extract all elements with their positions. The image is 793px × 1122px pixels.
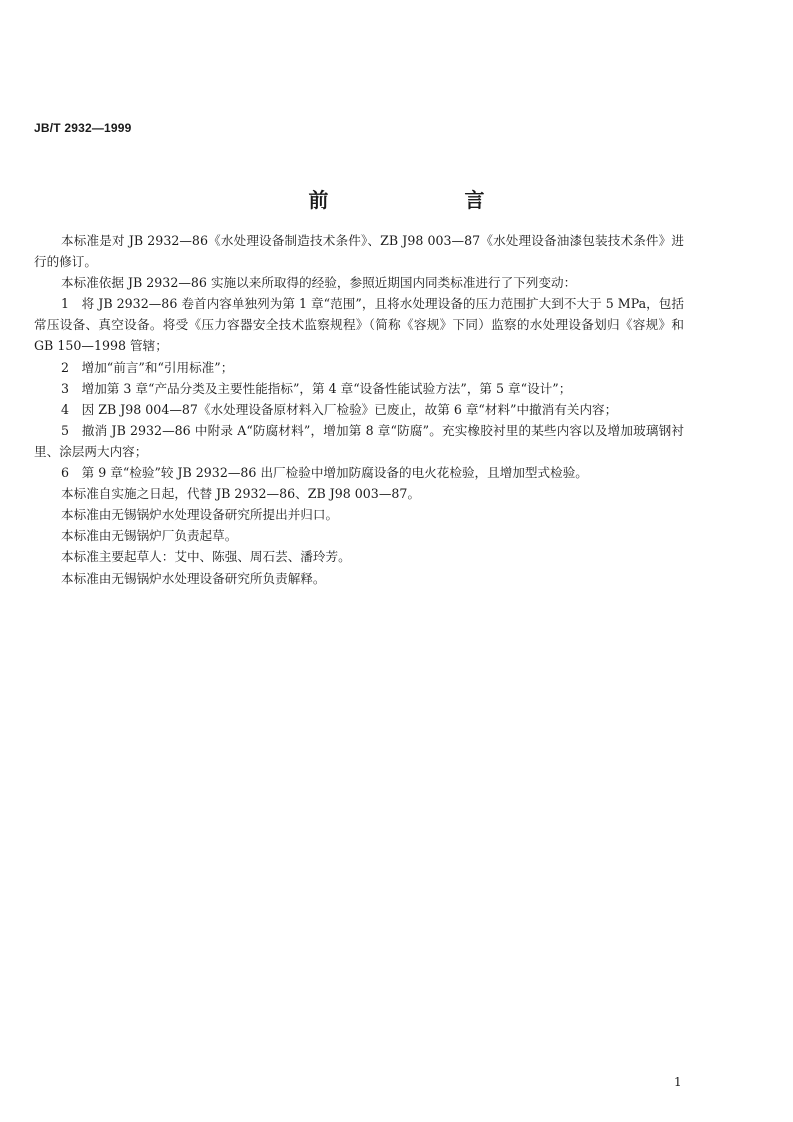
page-title: 前 言 bbox=[308, 188, 543, 212]
standard-code: JB/T 2932—1999 bbox=[34, 121, 132, 135]
paragraph-replaces: 本标准自实施之日起，代替 JB 2932—86、ZB J98 003—87。 bbox=[61, 486, 421, 502]
paragraph-drafters: 本标准主要起草人：艾中、陈强、周石芸、潘玲芳。 bbox=[61, 549, 351, 565]
list-item-change-3: 3 增加第 3 章“产品分类及主要性能指标”，第 4 章“设备性能试验方法”，第 5 章“设计”； bbox=[61, 380, 572, 396]
paragraph-revision-basis: 本标准是对 JB 2932—86《水处理设备制造技术条件》、ZB J98 003—87《水处理设备油漆包装技术条件》进行的修订。 bbox=[34, 233, 684, 270]
list-item-change-1: 1 将 JB 2932—86 卷首内容单独列为第 1 章“范围”，且将水处理设备的压力范围扩大到不大于 5 MPa，包括常压设备、真空设备。将受《压力容器安全技术监察规程》（简称《容规》下同）监察的水处理设备划归《容规》和 GB 150—1998 管辖； bbox=[34, 296, 684, 354]
paragraph-drafted-by: 本标准由无锡锅炉厂负责起草。 bbox=[61, 528, 238, 544]
paragraph-changes-intro: 本标准依据 JB 2932—86 实施以来所取得的经验，参照近期国内同类标准进行了下列变动： bbox=[61, 275, 577, 291]
paragraph-proposed-by: 本标准由无锡锅炉水处理设备研究所提出并归口。 bbox=[61, 507, 339, 523]
foreword-body bbox=[34, 230, 684, 589]
list-item-change-2: 2 增加“前言”和“引用标准”； bbox=[61, 359, 234, 375]
list-item-change-6: 6 第 9 章“检验”较 JB 2932—86 出厂检验中增加防腐设备的电火花检验，且增加型式检验。 bbox=[61, 465, 588, 481]
paragraph-interpretation: 本标准由无锡锅炉水处理设备研究所负责解释。 bbox=[61, 570, 326, 586]
list-item-change-5: 5 撤消 JB 2932—86 中附录 A“防腐材料”，增加第 8 章“防腐”。充实橡胶衬里的某些内容以及增加玻璃钢衬里、涂层两大内容； bbox=[34, 422, 684, 459]
page-number: 1 bbox=[674, 1075, 682, 1089]
list-item-change-4: 4 因 ZB J98 004—87《水处理设备原材料入厂检验》已废止，故第 6 章“材料”中撤消有关内容； bbox=[61, 401, 618, 417]
